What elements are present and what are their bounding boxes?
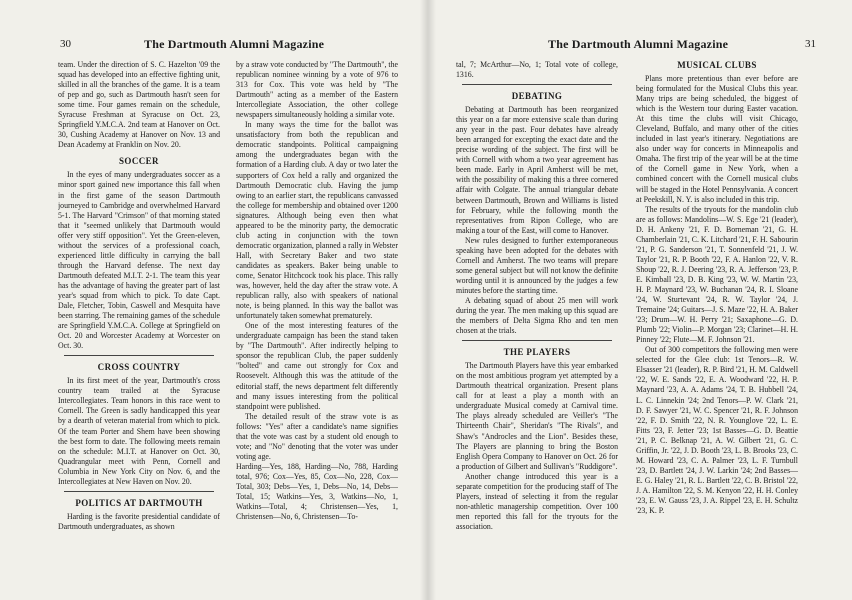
column-3 xyxy=(456,60,618,588)
column-1 xyxy=(58,60,220,588)
debating-paragraph-3: A debating squad of about 25 men will work during the year. The men making up this squad are the members of Delta Sigma Rho and ten men chosen at the trials. xyxy=(456,295,618,336)
result-intro-paragraph: The detailed result of the straw vote is as follows: "Yes" after a candidate's name signifies that the vote was cast by a student old enough to vote; and "No" denoting that the voter was under voting age. xyxy=(236,411,398,461)
politics-heading: POLITICS AT DARTMOUTH xyxy=(75,497,203,508)
musical-paragraph-3: Out of 300 competitors the following men were selected for the Glee club: 1st Tenors—R. W. Elsasser '21 (leader), R. P. Bird '21, H. M. Caldwell '22, W. E. Sands '22, E. A. Woodward '22, H. P. Maynard '23, A. A. Adams '24, T. B. Hubbell '24, L. C. Linnekin '24; 2nd Tenors—P. W. Clark '21, D. F. Sawyer '21, W. C. Spencer '21, R. F. Johnson '22, F. D. Smith '22, N. R. Younglove '22, L. E. Fitts '23, F. Jetter '23; 1st Basses—G. D. Beattie '21, P. C. Belknap '21, A. W. Gilbert '21, G. C. Griffin, Jr. '22, J. D. Booth '23, L. B. Brooks '23, C. M. Howard '23, C. A. Palmer '23, L. F. Turnbull '23, D. Bartlett '24, J. W. Larkin '24; 2nd Basses—E. G. Haley '21, R. L. Bartlett '22, C. B. Bristol '22, J. A. Hamilton '22, S. M. Kenyon '22, H. H. Conley '23, E. W. Gauss '23, J. A. Rippel '23, E. H. Schultz '23, K. P. xyxy=(636,345,798,516)
vote-total-paragraph: tal, 7; McArthur—No, 1; Total vote of college, 1316. xyxy=(456,60,618,80)
debating-paragraph-1: Debating at Dartmouth has been reorganized this year on a far more extensive scale than during any year in the past. Four debates have already been arranged for excepting the exact date and the precise wording of the subject. The first will be with Cornell with whom a two year agreement has been made. Early in April Amherst will be met, with the possibility of making this a three cornered affair with Colgate. The annual triangular debate between Dartmouth, Brown and Williams is listed for February, while the following month the representatives from Ripon College, who are making a tour of the East, will come to Hanover. xyxy=(456,105,618,235)
players-heading: THE PLAYERS xyxy=(503,347,571,358)
team-paragraph: team. Under the direction of S. C. Hazelton '09 the squad has developed into an effective fighting unit, skilled in all the branches of the game. It is a team of pep and go, such as Dartmouth hasn't seen for some time. Four games remain on the schedule, Syracuse Freshman at Syracuse on Oct. 23, Springfield Y.M.C.A. 2nd team at Hanover on Oct. 30, Cushing Academy at Hanover on Nov. 13 and Dean Academy at Franklin on Nov. 20. xyxy=(58,60,220,150)
musical-paragraph-1: Plans more pretentious than ever before are being formulated for the Musical Clubs this year. Many trips are being scheduled, the biggest of which is the Western tour during Easter vacation. At this time the clubs will visit Chicago, Cleveland, Buffalo, and many other of the cities included in last year's itinerary. Negotiations are also under way for concerts in Minneapolis and Omaha. The first trip of the year will be at the time of the Cornell game in New York, when a combined concert with the Cornell musical clubs will be staged in the Hotel Pennsylvania. A concert at Peekskill, N. Y. is also included in this trip. xyxy=(636,74,798,204)
page-number-left: 30 xyxy=(60,38,71,50)
running-header-left: The Dartmouth Alumni Magazine xyxy=(144,37,325,51)
musical-clubs-heading: MUSICAL CLUBS xyxy=(677,60,757,70)
page-number-right: 31 xyxy=(805,38,816,50)
soccer-paragraph: In the eyes of many undergraduates soccer as a minor sport gained new importance this fall when in the first game of the season Dartmouth journeyed to Cambridge and overwhelmed Harvard 5-1. The Harvard "Crimson" of that morning stated that it "seemed unlikely that Dartmouth would offer very stiff opposition". Yet the Green-eleven, without the services of a professional coach, experienced little difficulty in carrying the ball through the Harvard defense. The next day Dartmouth defeated M.I.T. 2-1. The team this year has the advantage of having the greater part of last year's squad from which to pick. To date Capt. Dale, Fletcher, Tobin, Caswell and Mesquita have been starring. The remaining games of the schedule are Springfield Y.M.C.A. College at Springfield on Oct. 20 and Worcester Academy at Worcester on Oct. 30. xyxy=(58,170,220,351)
cross-country-heading: CROSS COUNTRY xyxy=(97,362,181,373)
politics-paragraph: Harding is the favorite presidential candidate of Dartmouth undergraduates, as shown xyxy=(58,511,220,531)
section-divider xyxy=(64,355,214,356)
section-divider xyxy=(462,84,612,85)
straw-vote-paragraph: by a straw vote conducted by "The Dartmouth", the republican nominee winning by a vote of 976 to 313 for Cox. This vote was held by "The Dartmouth" acting as a member of the Eastern Intercollegiate Association, the other college newspapers simultaneously holding a similar vote. xyxy=(236,60,398,120)
players-paragraph-1: The Dartmouth Players have this year embarked on the most ambitious program yet attempted by a Dartmouth theatrical organization. Present plans call for at least a play a month with an undergraduate Musical comedy at Carnival time. The plays already scheduled are Veiller's "The Thirteenth Chair", Sheridan's "The Rivals", and Shaw's "Androcles and the Lion". Besides these, The Players are planning to bring the Boston English Opera Company to Hanover on Oct. 26 for a production of Gilbert and Sullivan's "Ruddigore". xyxy=(456,361,618,471)
campaign-paragraph: In many ways the time for the ballot was unsatisfactory from both the republican and democratic standpoints. Political campaigning among the undergraduates began with the formation of a Harding club. A day or two later the supporters of Cox held a rally and organized the Dartmouth Democratic club. Having the jump owing to an earlier start, the republicans canvassed the college for membership and obtained over 1200 signatures. Although being even then what appeared to be the minority party, the democratic club acting in conjunction with the town democratic organization, planned a rally in Webster Hall, with Secretary Baker and two state candidates as speakers. Baker being unable to come, Senator Hitchcock took his place. This rally was, however, held the day after the straw vote. A republican rally, also with speakers of national note, is being planned. In this way the ballot was unfortunately taken somewhat prematurely. xyxy=(236,120,398,321)
debating-paragraph-2: New rules designed to further extemporaneous speaking have been adopted for the debates with Cornell and Amherst. The two teams will prepare some general subject but will not know the definite wording until it is announced by the judges a few minutes before the starting time. xyxy=(456,235,618,295)
book-gutter xyxy=(420,0,436,600)
debating-heading: DEBATING xyxy=(511,91,563,102)
cross-country-paragraph: In its first meet of the year, Dartmouth's cross country team trailed at the Syracuse Intercollegiates. Team honors in this race went to Cornell. The Green is sadly handicapped this year by a dearth of veteran material from which to pick. Of the team Porter and Shem have been showing the best form to date. The following meets remain on the schedule: M.I.T. at Hanover on Oct. 30, Quadrangular meet with Penn, Cornell and Columbia in New York City on Nov. 6, and the Intercollegiates at New Haven on Nov. 20. xyxy=(58,376,220,486)
column-2 xyxy=(236,60,398,588)
players-paragraph-2: Another change introduced this year is a separate competition for the producing staff of The Players, instead of selecting it from the regular non-athletic managership competition. Over 100 men reported this fall for the tryouts for the association. xyxy=(456,471,618,531)
vote-tally-paragraph: Harding—Yes, 188, Harding—No, 788, Harding total, 976; Cox—Yes, 85, Cox—No, 228, Cox—Total, 303; Debs—Yes, 1, Debs—No, 14, Debs—Total, 15; Watkins—Yes, 3, Watkins—No, 1, Watkins—Total, 4; Christensen—Yes, 1, Christensen—No, 6, Christensen—To- xyxy=(236,461,398,522)
editorial-paragraph: One of the most interesting features of the undergraduate campaign has been the stand taken by "The Dartmouth". After indirectly helping to sponsor the republican Club, the paper suddenly "bolted" and came out strongly for Cox and Roosevelt. Although this was the attitude of the editorial staff, the news department felt differently and many issues interesting from the political standpoint were published. xyxy=(236,321,398,411)
column-4 xyxy=(636,60,798,588)
soccer-heading: SOCCER xyxy=(119,156,159,167)
section-divider xyxy=(462,340,612,341)
section-divider xyxy=(64,491,214,492)
musical-paragraph-2: The results of the tryouts for the mandolin club are as follows: Mandolins—W. S. Ege '21 (leader), D. H. Ankeny '21, F. D. Borneman '21, G. H. Chamberlain '21, C. K. Litchard '21, F. H. Sabourin '21, P. G. Sanderson '21, T. Sonnenfeld '21, J. W. Taylor '21, R. P. Booth '22, F. A. Hanlon '22, V. R. Shoup '22, R. J. Deering '23, R. A. Jefferson '23, P. E. Kimball '23, D. B. King '23, W. W. Martin '23, H. P. Maynard '23, W. Buchanan '24, R. I. Sloane '24, W. Sturtevant '24, R. W. Taylor '24, J. Tremaine '24; Guitars—J. S. Maze '22, H. A. Baker '23; Drum—W. H. Perry '21; Saxaphone—G. D. Plumb '22; Violin—P. Morgan '23; Clarinet—H. H. Pinney '22; Flute—M. F. Johnson '21. xyxy=(636,204,798,345)
running-header-right: The Dartmouth Alumni Magazine xyxy=(548,37,729,51)
